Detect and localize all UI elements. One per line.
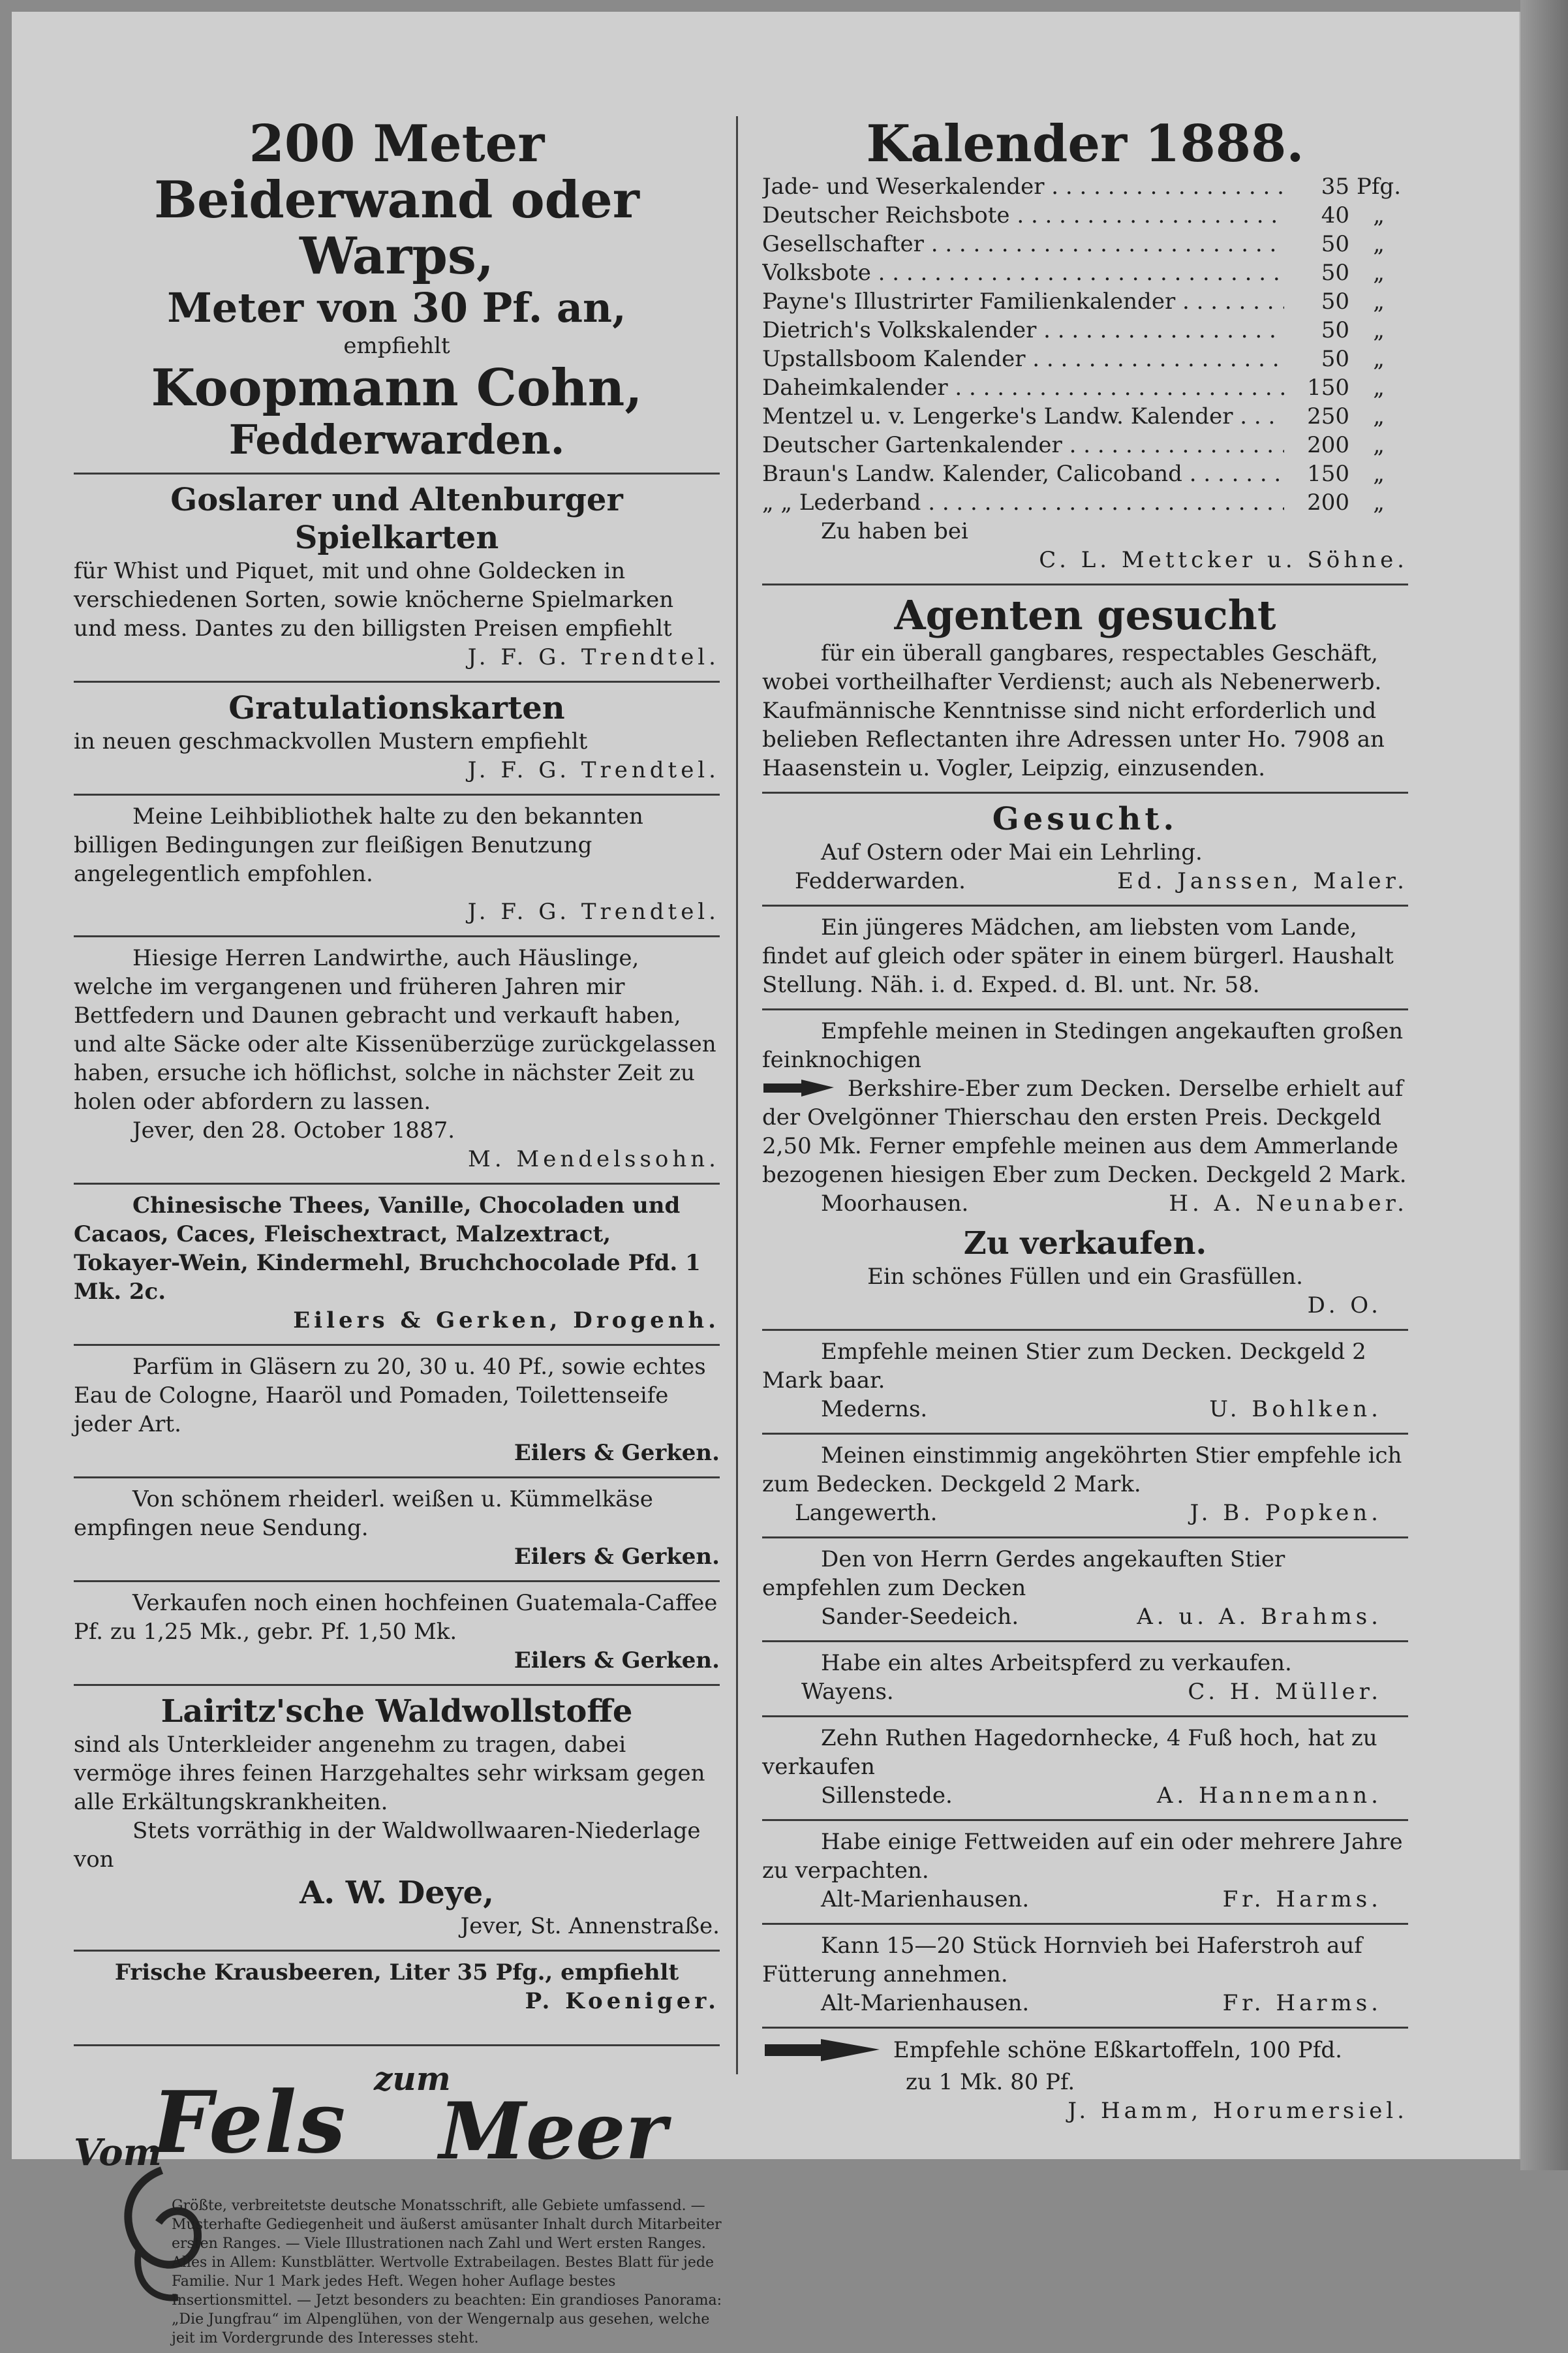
kalender-item-name: Volksbote . . . [762,258,1284,287]
ad-place: Alt-Marienhausen. [821,1990,1030,2016]
ad-signature: C. L. Mettcker u. Söhne. [1039,547,1408,573]
ad-signature-row [762,1781,1408,1810]
ad-advertiser: A. W. Deye, [300,1875,494,1911]
kalender-item-unit: „ [1373,317,1385,343]
ad-stier-langewerth [762,1435,1408,1538]
ad-lairitz [74,1686,720,1952]
masthead-zum: zum [374,2059,451,2098]
ad-eilers-caffee [74,1582,720,1686]
kalender-item-unit: „ [1373,202,1385,228]
ad-body: Größte, verbreitetste deutsche Monatsschrift, alle Gebiete umfassend. — Musterhafte Gediegenheit und äußerst amüsanter Inhalt durch Mitarbeiter ersten Ranges. — Viele Illustrationen nach Zahl und Wert ersten Ranges. Alles in Allem: Kunstblätter. Wertvolle Extrabeilagen. Bestes Blatt für jede Familie. Nur 1 Mark jedes Heft. Wegen hoher Auflage bestes Insertionsmittel. — Jetzt besonders zu beachten: Ein grandioses Panorama: „Die Jungfrau“ im Alpenglühen, von der Wengernalp aus gesehen, welche jeit im Vordergrunde des Interesses steht. [172,2198,722,2346]
ad-signature-row [762,867,1408,896]
kalender-item [762,258,1408,287]
ad-signature: D. O. [1307,1292,1382,1318]
kalender-item-unit: „ [1373,461,1385,487]
kalender-item-unit: „ [1373,288,1385,315]
kalender-item-unit: „ [1373,260,1385,286]
ad-body: Den von Herrn Gerdes angekauften Stier empfehlen zum Decken [762,1546,1285,1601]
kalender-item-name: Deutscher Gartenkalender . . . [762,431,1284,460]
ad-headline: Lairitz'sche Waldwollstoffe [161,1693,633,1730]
ad-agenten [762,585,1408,794]
ad-body: Auf Ostern oder Mai ein Lehrling. [821,839,1203,865]
ad-signature-row [762,1395,1408,1424]
ad-place: Mederns. [821,1396,928,1422]
ad-eilers-thees [74,1185,720,1346]
ad-headline: Gesucht. [992,801,1178,837]
kalender-item [762,230,1408,258]
masthead-vom: Vom [74,2131,162,2174]
kalender-item-unit: „ [1373,375,1385,401]
ad-kartoffeln [762,2029,1408,2134]
ad-signature: J. Hamm, Horumersiel. [1068,2098,1408,2124]
ad-text: Zu haben bei [821,518,968,544]
ad-body: Empfehle meinen Stier zum Decken. Deckgeld 2 Mark baar. [762,1339,1366,1394]
ad-leihbibliothek [74,796,720,937]
ad-place: Fedderwarden. [228,416,565,463]
ad-gesucht [762,794,1408,907]
ad-eber [762,1010,1408,1331]
ad-signature: C. H. Müller. [1188,1679,1382,1705]
ad-place: Moorhausen. [821,1191,969,1217]
ad-body-line: Empfehle schöne Eßkartoffeln, 100 Pfd. [893,2037,1342,2063]
kalender-item [762,373,1408,402]
ad-body: Chinesische Thees, Vanille, Chocoladen und Cacaos, Caces, Fleischextract, Malzextract, Tokayer-Wein, Kindermehl, Bruchchocolade Pfd. 1 Mk. 2c. [74,1192,701,1305]
ad-signature: Fr. Harms. [1222,1990,1382,2016]
ad-text: empfiehlt [343,333,450,359]
ad-headline: Gratulationskarten [228,690,565,726]
ad-eilers-kaese [74,1478,720,1582]
kalender-item [762,488,1408,517]
left-column [74,110,720,2353]
kalender-item-price: 50 [1321,346,1349,372]
kalender-item-name: Daheimkalender . . . [762,373,1284,402]
ad-signature: J. F. G. Trendtel. [467,757,720,783]
kalender-item [762,402,1408,431]
kalender-item [762,201,1408,230]
ad-signature: A. u. A. Brahms. [1137,1604,1382,1630]
kalender-item-unit: „ [1373,432,1385,458]
kalender-item-unit: „ [1373,490,1385,516]
ad-address: Jever, St. Annenstraße. [460,1913,720,1939]
pointing-hand-icon [762,2035,886,2068]
column-divider [736,116,738,2074]
ad-place: Langewerth. [795,1500,938,1526]
masthead-meer: Meer [439,2085,667,2177]
ad-body: Habe einige Fettweiden auf ein oder mehrere Jahre zu verpachten. [762,1829,1403,1884]
kalender-list [762,172,1408,517]
kalender-item [762,316,1408,345]
ad-body-cont: Berkshire-Eber zum Decken. Derselbe erhielt auf der Ovelgönner Thierschau den ersten Preis. Deckgeld 2,50 Mk. Ferner empfehle meinen aus dem Ammerlande bezogenen hiesigen Eber zum Decken. Deckgeld 2 Mark. [762,1076,1407,1188]
ad-body: Verkaufen noch einen hochfeinen Guatemala-Caffee Pf. zu 1,25 Mk., gebr. Pf. 1,50 Mk. [74,1590,718,1645]
ad-body [762,2035,1408,2068]
kalender-item-unit: „ [1373,403,1385,429]
ad-signature: Eilers & Gerken. [514,1440,720,1466]
ad-signature-row [762,1677,1408,1706]
ad-body: Meinen einstimmig angeköhrten Stier empfehle ich zum Bedecken. Deckgeld 2 Mark. [762,1442,1402,1497]
ad-place: Sillenstede. [821,1783,953,1809]
kalender-item-name: Mentzel u. v. Lengerke's Landw. Kalender . . . [762,402,1284,431]
ad-body: Zehn Ruthen Hagedornhecke, 4 Fuß hoch, hat zu verkaufen [762,1725,1377,1780]
ad-headline: 200 Meter [249,114,545,174]
right-column [762,110,1408,2134]
ad-place: Fedderwarden. [795,868,966,894]
ad-body: Ein jüngeres Mädchen, am liebsten vom Lande, findet auf gleich oder später in einem bürgerl. Haushalt Stellung. Näh. i. d. Exped. d. Bl. unt. Nr. 58. [762,914,1394,998]
kalender-item-price: 50 [1321,288,1349,315]
ad-signature: M. Mendelssohn. [468,1146,720,1172]
page-binding [1520,0,1568,2170]
kalender-item-name: Dietrich's Volkskalender . . . [762,316,1284,345]
ad-body [762,1074,1408,1189]
ad-body: Stets vorräthig in der Waldwollwaaren-Niederlage von [74,1818,701,1873]
ad-place: Sander-Seedeich. [821,1604,1019,1630]
ad-beiderwand [74,110,720,475]
kalender-item-name: Braun's Landw. Kalender, Calicoband . . . [762,460,1284,488]
ad-place: Alt-Marienhausen. [821,1886,1030,1912]
ad-body: für ein überall gangbares, respectables Geschäft, wobei vortheilhafter Verdienst; auch als Nebenerwerb. Kaufmännische Kenntnisse sind nicht erforderlich und belieben Reflectanten ihre Adressen unter Ho. 7908 an Haasenstein u. Vogler, Leipzig, einzusenden. [762,640,1385,781]
ad-signature: Eilers & Gerken, Drogenh. [293,1307,720,1333]
kalender-item-unit: Pfg. [1356,174,1402,200]
ad-body: Habe ein altes Arbeitspferd zu verkaufen. [821,1650,1292,1676]
kalender-item [762,172,1408,201]
ad-hornvieh [762,1925,1408,2029]
ad-body: in neuen geschmackvollen Mustern empfiehlt [74,728,588,755]
ad-signature: Fr. Harms. [1222,1886,1382,1912]
ad-signature-row [762,1885,1408,1914]
kalender-item-price: 250 [1307,403,1349,429]
ad-headline: Zu verkaufen. [963,1225,1207,1262]
ad-signature: A. Hannemann. [1156,1783,1382,1809]
kalender-item-unit: „ [1373,231,1385,257]
kalender-item-name: Upstallsboom Kalender . . . [762,345,1284,373]
ad-spielkarten [74,475,720,683]
ad-mendelssohn [74,937,720,1185]
kalender-item [762,460,1408,488]
kalender-item-price: 50 [1321,317,1349,343]
ad-signature: Ed. Janssen, Maler. [1117,868,1408,894]
ad-body: Kann 15—20 Stück Hornvieh bei Haferstroh auf Fütterung annehmen. [762,1933,1362,1987]
ad-signature: J. F. G. Trendtel. [467,899,720,925]
ad-kalender [762,110,1408,585]
ad-signature: J. F. G. Trendtel. [467,644,720,670]
kalender-item-name: Deutscher Reichsbote . . . [762,201,1284,230]
ad-signature-row [762,1499,1408,1527]
newspaper-page [12,12,1519,2346]
ad-body: Meine Leihbibliothek halte zu den bekannten billigen Bedingungen zur fleißigen Benutzung angelegentlich empfohlen. [74,803,643,887]
ad-maedchen [762,907,1408,1010]
ad-krausbeeren [74,1952,720,2025]
ad-signature: P. Koeniger. [525,1988,720,2014]
ad-gratulation [74,683,720,796]
ad-signature: U. Bohlken. [1209,1396,1382,1422]
ad-body: sind als Unterkleider angenehm zu tragen, dabei vermöge ihres feinen Harzgehaltes sehr wirksam gegen alle Erkältungskrankheiten. [74,1732,705,1815]
kalender-item-name: Payne's Illustrirter Familienkalender . . . [762,287,1284,316]
ad-signature-row [762,1602,1408,1631]
ad-signature: Eilers & Gerken. [514,1544,720,1570]
kalender-item-name: Jade- und Weserkalender . . . [762,172,1284,201]
ad-body: Ein schönes Füllen und ein Grasfüllen. [867,1264,1303,1290]
ad-body: zu 1 Mk. 80 Pf. [906,2069,1075,2095]
kalender-item-price: 50 [1321,231,1349,257]
ad-signature: J. B. Popken. [1190,1500,1382,1526]
masthead-fels: Fels [152,2072,347,2172]
ad-body: Von schönem rheiderl. weißen u. Kümmelkäse empfingen neue Sendung. [74,1486,653,1541]
kalender-item-price: 200 [1307,490,1349,516]
ad-headline: Kalender 1888. [866,114,1304,174]
ad-date: Jever, den 28. October 1887. [132,1117,455,1144]
ad-hecke [762,1717,1408,1821]
ad-pferd [762,1642,1408,1717]
ad-advertiser: Koopmann Cohn, [151,358,643,418]
kalender-item [762,431,1408,460]
ad-headline: Beiderwand oder Warps, [154,170,639,286]
ad-body: Empfehle meinen in Stedingen angekauften großen feinknochigen [762,1018,1404,1073]
ad-signature-row [762,1189,1408,1218]
ad-signature: Eilers & Gerken. [514,1647,720,1674]
ad-fettweiden [762,1821,1408,1925]
kalender-item-price: 35 [1321,174,1349,200]
ad-eilers-parfuem [74,1346,720,1478]
kalender-item-price: 150 [1307,461,1349,487]
kalender-item-name: Gesellschafter . . . [762,230,1284,258]
ad-body: für Whist und Piquet, mit und ohne Goldecken in verschiedenen Sorten, sowie knöcherne Spielmarken und mess. Dantes zu den billigsten Preisen empfiehlt [74,558,674,642]
ad-body: Parfüm in Gläsern zu 20, 30 u. 40 Pf., sowie echtes Eau de Cologne, Haaröl und Pomaden, Toilettenseife jeder Art. [74,1354,706,1437]
kalender-item-price: 40 [1321,202,1349,228]
kalender-item [762,345,1408,373]
kalender-item [762,287,1408,316]
ad-body: Hiesige Herren Landwirthe, auch Häuslinge, welche im vergangenen und früheren Jahren mir Bettfedern und Daunen gebracht und verkauft haben, und alte Säcke oder alte Kissenüberzüge zurückgelassen haben, ersuche ich höflichst, solche in nächster Zeit zu holen oder abfordern zu lassen. [74,945,716,1115]
kalender-item-price: 50 [1321,260,1349,286]
ad-subheadline: Meter von 30 Pf. an, [167,284,626,332]
kalender-item-unit: „ [1373,346,1385,372]
ad-headline: Agenten gesucht [894,591,1276,639]
ad-signature: H. A. Neunaber. [1169,1191,1408,1217]
ad-stier-mederns [762,1331,1408,1435]
ad-body: Frische Krausbeeren, Liter 35 Pfg., empfiehlt [114,1959,679,1986]
kalender-item-name: „ „ Lederband . . . [762,488,1284,517]
pointing-hand-icon [762,1077,840,1103]
ad-place: Wayens. [801,1679,894,1705]
kalender-item-price: 150 [1307,375,1349,401]
ad-headline: Goslarer und Altenburger Spielkarten [170,482,623,556]
ad-fels-zum-meer [74,2044,720,2353]
kalender-item-price: 200 [1307,432,1349,458]
ad-signature-row [762,1989,1408,2018]
ad-stier-sander [762,1538,1408,1642]
